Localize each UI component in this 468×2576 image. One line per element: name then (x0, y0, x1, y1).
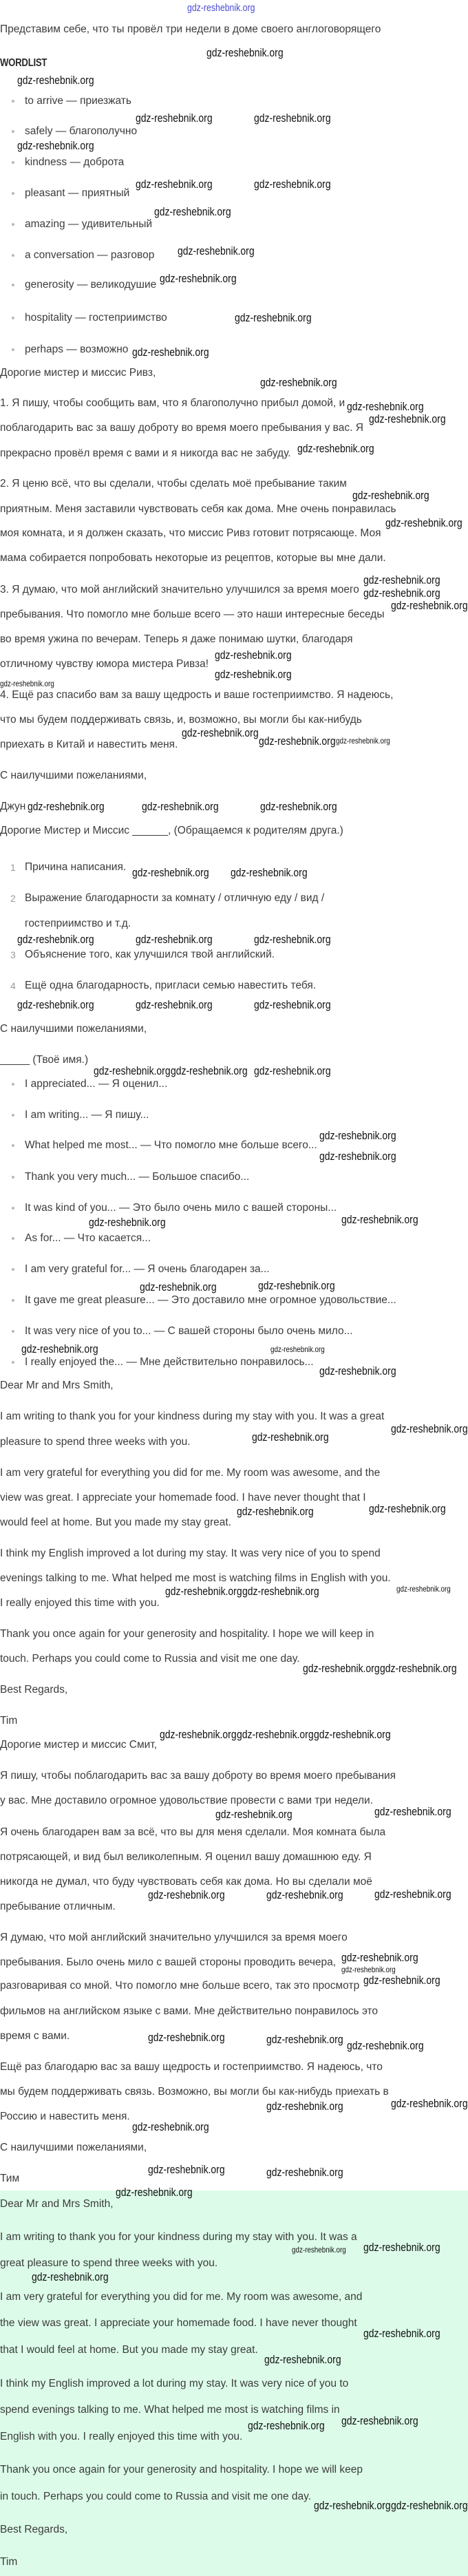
letter-paragraph-line: потрясающей, и вид был великолепным. Я оценил вашу домашнюю еду. Я (0, 1851, 372, 1863)
letter-closing: С наилучшими пожеланиями, (0, 770, 147, 781)
watermark-text: gdz-reshebnik.org (235, 311, 312, 324)
bullet-icon (12, 1299, 14, 1302)
watermark-text: gdz-reshebnik.org (374, 1805, 451, 1818)
letter-paragraph-line: I think my English improved a lot during my stay. It was very nice of you to spend (0, 1548, 381, 1559)
watermark-text: gdz-reshebnik.org (266, 2033, 343, 2046)
watermark-text: gdz-reshebnik.org (369, 1502, 446, 1515)
letter-greeting: Dear Mr and Mrs Smith, (0, 2198, 114, 2210)
letter-paragraph-line: I am writing to thank you for your kindness during my stay with you. It was a (0, 2231, 357, 2243)
watermark-text: gdz-reshebnik.org (21, 1342, 98, 1355)
letter-paragraph-line: время с вами. (0, 2030, 70, 2042)
watermark-text: gdz-reshebnik.org (347, 2039, 424, 2052)
bullet-icon (12, 1114, 14, 1117)
bullet-icon (12, 317, 14, 319)
watermark-text: gdz-reshebnik.org (254, 933, 331, 946)
plan-point: Причина написания. (25, 861, 127, 873)
watermark-text: gdz-reshebnik.org (215, 1808, 292, 1821)
letter-paragraph-line: would feel at home. But you made my stay great. (0, 1517, 232, 1528)
letter-paragraph-line: I am very grateful for everything you did for me. My room was awesome, and (0, 2291, 363, 2303)
watermark-text: gdz-reshebnik.org (237, 1505, 314, 1518)
letter-paragraph-line: I think my English improved a lot during my stay. It was very nice of you to (0, 2378, 349, 2389)
watermark-text: gdz-reshebnik.org (206, 46, 284, 59)
list-number: 2 (10, 893, 16, 904)
intro-text: Представим себе, что ты провёл три недели в доме своего англоговорящего (0, 23, 381, 35)
watermark-text: gdz-reshebnik.org (28, 800, 105, 813)
watermark-text: gdz-reshebnik.org (32, 2270, 109, 2283)
watermark-text: gdz-reshebnik.org (270, 1344, 325, 1354)
useful-phrase: I am very grateful for... — Я очень благодарен за... (25, 1263, 270, 1275)
watermark-text: gdz-reshebnik.org (160, 1728, 237, 1741)
watermark-text: gdz-reshebnik.org (116, 2186, 193, 2199)
useful-phrase: It was kind of you... — Это было очень мило с вашей стороны... (25, 1202, 337, 1214)
letter-paragraph-line: никогда не думал, что буду чувствовать себя как дома. Но вы сделали моё (0, 1876, 372, 1888)
bullet-icon (12, 1083, 14, 1086)
bullet-icon (12, 130, 14, 133)
useful-phrase: It gave me great pleasure... — Это доставило мне огромное удовольствие... (25, 1294, 396, 1306)
plan-point: Выражение благодарности за комнату / отличную еду / вид / (25, 892, 325, 904)
watermark-text: gdz-reshebnik.org (136, 998, 213, 1011)
letter-closing: С наилучшими пожеланиями, (0, 2142, 147, 2153)
letter-paragraph-line: the view was great. I appreciate your homemade food. I have never thought (0, 2317, 357, 2329)
letter-greeting: Dear Mr and Mrs Smith, (0, 1380, 114, 1391)
useful-phrase: I appreciated... — Я оценил... (25, 1078, 168, 1090)
watermark-text: gdz-reshebnik.org (369, 412, 446, 425)
watermark-text: gdz-reshebnik.org (303, 1662, 380, 1675)
watermark-text: gdz-reshebnik.org (178, 244, 255, 257)
letter-signature: Tim (0, 1715, 18, 1727)
letter-paragraph-line: у вас. Мне доставило огромное удовольствие провести с вами три недели. (0, 1795, 373, 1806)
wordlist-item: amazing — удивительный (25, 218, 153, 230)
watermark-text: gdz-reshebnik.org (258, 1279, 335, 1292)
watermark-text: gdz-reshebnik.org (136, 933, 213, 946)
letter-paragraph-line: фильмов на английском языке с вами. Мне действительно понравилось это (0, 2005, 379, 2017)
letter-paragraph-line: great pleasure to spend three weeks with you. (0, 2257, 218, 2269)
wordlist-item: pleasant — приятный (25, 187, 130, 199)
list-number: 1 (10, 862, 16, 873)
watermark-text: gdz-reshebnik.org (182, 726, 259, 739)
wordlist-item: a conversation — разговор (25, 249, 155, 261)
watermark-text: gdz-reshebnik.org (363, 2241, 440, 2254)
useful-phrase: It was very nice of you to... — С вашей стороны было очень мило... (25, 1325, 353, 1337)
watermark-text: gdz-reshebnik.org (341, 1951, 418, 1964)
watermark-text: gdz-reshebnik.org (259, 735, 336, 748)
watermark-text: gdz-reshebnik.org (319, 1129, 396, 1142)
letter-paragraph-line: пребывания. Что помогло мне больше всего — это наши интересные беседы (0, 609, 385, 620)
bullet-icon (12, 223, 14, 226)
watermark-text: gdz-reshebnik.org (89, 1216, 166, 1229)
wordlist-item: safely — благополучно (25, 125, 138, 137)
letter-closing: Best Regards, (0, 1684, 68, 1696)
bullet-icon (12, 1144, 14, 1147)
watermark-text: gdz-reshebnik.org (148, 2163, 225, 2176)
watermark-text: gdz-reshebnik.org (363, 587, 440, 600)
watermark-text: gdz-reshebnik.org (314, 1728, 391, 1741)
watermark-text: gdz-reshebnik.org (266, 2166, 343, 2179)
letter-paragraph-line: пребывание отличным. (0, 1901, 116, 1912)
watermark-text: gdz-reshebnik.org (17, 74, 94, 87)
wordlist-heading: WORDLIST (0, 57, 47, 69)
bullet-icon (12, 1361, 14, 1364)
watermark-text: gdz-reshebnik.org (266, 1888, 343, 1901)
wordlist-item: to arrive — приезжать (25, 95, 131, 107)
plan-signature: _____ (Твоё имя.) (0, 1054, 89, 1066)
watermark-text: gdz-reshebnik.org (237, 1728, 314, 1741)
watermark-text: gdz-reshebnik.org (341, 1213, 418, 1226)
letter-paragraph-line: что мы будем поддерживать связь, и, возможно, вы могли бы как-нибудь (0, 714, 362, 726)
letter-paragraph-line: 2. Я ценю всё, что вы сделали, чтобы сделать моё пребывание таким (0, 478, 347, 489)
letter-greeting: Дорогие мистер и миссис Ривз, (0, 367, 156, 379)
watermark-text: gdz-reshebnik.org (136, 112, 213, 125)
useful-phrase: As for... — Что касается... (25, 1232, 151, 1244)
watermark-text: gdz-reshebnik.org (132, 866, 209, 879)
watermark-text: gdz-reshebnik.org (391, 2097, 468, 2110)
letter-paragraph-line: прекрасно провёл время с вами и я никогда вас не забуду. (0, 447, 291, 459)
letter-paragraph-line: во время ужина по вечерам. Теперь я даже понимаю шутки, благодаря (0, 633, 353, 645)
watermark-text: gdz-reshebnik.org (254, 998, 331, 1011)
letter-paragraph-line: пребывания. Было очень мило с вашей стороны проводить вечера, (0, 1956, 337, 1968)
watermark-text: gdz-reshebnik.org (136, 178, 213, 191)
letter-signature: Tim (0, 2556, 18, 2568)
watermark-text: gdz-reshebnik.org (336, 736, 390, 746)
letter-paragraph-line: отличному чувству юмора мистера Ривза! (0, 658, 209, 670)
watermark-text: gdz-reshebnik.org (215, 668, 292, 681)
watermark-text: gdz-reshebnik.org (363, 2327, 440, 2340)
wordlist-item: generosity — великодушие (25, 279, 157, 291)
watermark-text: gdz-reshebnik.org (347, 400, 424, 413)
watermark-text: gdz-reshebnik.org (266, 2100, 343, 2113)
watermark-text: gdz-reshebnik.org (314, 2499, 391, 2512)
watermark-text: gdz-reshebnik.org (391, 2499, 468, 2512)
letter-paragraph-line: spend evenings talking to me. What helped me most is watching films in (0, 2404, 340, 2416)
bullet-icon (12, 1237, 14, 1240)
watermark-text: gdz-reshebnik.org (17, 933, 94, 946)
useful-phrase: What helped me most... — Что помогло мне больше всего... (25, 1139, 317, 1151)
watermark-text: gdz-reshebnik.org (252, 1430, 329, 1444)
watermark-text: gdz-reshebnik.org (319, 1364, 396, 1377)
letter-paragraph-line: Я пишу, чтобы поблагодарить вас за вашу доброту во время моего пребывания (0, 1770, 396, 1782)
letter-paragraph-line: view was great. I appreciate your homemade food. I have never thought that I (0, 1492, 366, 1503)
letter-paragraph-line: Я очень благодарен вам за всё, что вы для меня сделали. Моя комната была (0, 1826, 386, 1838)
letter-paragraph-line: Россию и навестить меня. (0, 2111, 130, 2122)
watermark-text: gdz-reshebnik.org (363, 573, 440, 587)
useful-phrase: Thank you very much... — Большое спасибо... (25, 1171, 250, 1183)
watermark-text: gdz-reshebnik.org (132, 2120, 209, 2133)
bullet-icon (12, 348, 14, 351)
plan-greeting: Дорогие Мистер и Миссис ______, (Обращаемся к родителям друга.) (0, 825, 343, 836)
watermark-text: gdz-reshebnik.org (248, 2419, 325, 2432)
bullet-icon (12, 1176, 14, 1179)
plan-closing: С наилучшими пожеланиями, (0, 1023, 147, 1035)
letter-greeting: Дорогие мистер и миссис Смит, (0, 1739, 157, 1751)
watermark-text: gdz-reshebnik.org (165, 1585, 242, 1598)
letter-paragraph-line: разговаривая со мной. Что помогло мне больше всего, так это просмотр (0, 1980, 360, 1992)
watermark-text: gdz-reshebnik.org (0, 679, 54, 688)
letter-paragraph-line: поблагодарить вас за вашу доброту во время моего пребывания у вас. Я (0, 422, 363, 434)
letter-paragraph-line: 1. Я пишу, чтобы сообщить вам, что я благополучно прибыл домой, и (0, 397, 345, 409)
watermark-text: gdz-reshebnik.org (148, 1888, 225, 1901)
watermark-text: gdz-reshebnik.org (264, 2353, 341, 2366)
letter-paragraph-line: I am very grateful for everything you did for me. My room was awesome, and the (0, 1467, 381, 1479)
watermark-text: gdz-reshebnik.org (341, 1965, 396, 1974)
watermark-text: gdz-reshebnik.org (215, 648, 292, 662)
watermark-text: gdz-reshebnik.org (254, 1064, 331, 1077)
bullet-icon (12, 161, 14, 164)
watermark-text: gdz-reshebnik.org (254, 112, 331, 125)
plan-point-continued: гостеприимство и т.д. (25, 918, 131, 929)
letter-paragraph-line: мы будем поддерживать связь. Возможно, вы могли бы как-нибудь приехать в (0, 2086, 389, 2098)
letter-paragraph-line: pleasure to spend three weeks with you. (0, 1436, 191, 1448)
watermark-text: gdz-reshebnik.org (17, 998, 94, 1011)
watermark-text: gdz-reshebnik.org (363, 1974, 440, 1987)
wordlist-item: perhaps — возможно (25, 344, 129, 355)
watermark-text: gdz-reshebnik.org (341, 2414, 418, 2427)
bullet-icon (12, 1268, 14, 1271)
watermark-text: gdz-reshebnik.org (260, 800, 337, 813)
wordlist-item: hospitality — гостеприимство (25, 312, 167, 324)
bullet-icon (12, 284, 14, 286)
letter-paragraph-line: Я думаю, что мой английский значительно улучшился за время моего (0, 1932, 348, 1943)
watermark-text: gdz-reshebnik.org (396, 1584, 451, 1594)
watermark-text: gdz-reshebnik.org (154, 205, 231, 218)
letter-paragraph-line: touch. Perhaps you could come to Russia and visit me one day. (0, 1653, 300, 1665)
watermark-text: gdz-reshebnik.org (160, 272, 237, 285)
letter-paragraph-line: that I would feel at home. But you made my stay great. (0, 2344, 258, 2356)
watermark-text: gdz-reshebnik.org (142, 800, 219, 813)
letter-signature: Джун (0, 801, 26, 812)
letter-paragraph-line: 4. Ещё раз спасибо вам за вашу щедрость и ваше гостеприимство. Я надеюсь, (0, 689, 394, 701)
letter-paragraph-line: приятным. Меня заставили чувствовать себя как дома. Мне очень понравилась (0, 503, 396, 515)
letter-paragraph-line: мама собирается попробовать некоторые из рецептов, которые вы мне дали. (0, 552, 386, 564)
watermark-text: gdz-reshebnik.org (148, 2031, 225, 2044)
bullet-icon (12, 1330, 14, 1333)
watermark-text: gdz-reshebnik.org (391, 599, 468, 612)
letter-paragraph-line: evenings talking to me. What helped me most is watching films in English with you. (0, 1572, 391, 1584)
watermark-text: gdz-reshebnik.org (140, 1280, 217, 1294)
letter-paragraph-line: 3. Я думаю, что мой английский значительно улучшился за время моего (0, 584, 359, 595)
watermark-text: gdz-reshebnik.org (385, 516, 462, 529)
watermark-text: gdz-reshebnik.org (391, 1422, 468, 1435)
letter-paragraph-line: моя комната, и я должен сказать, что миссис Ривз готовит потрясающе. Моя (0, 527, 381, 539)
watermark-text: gdz-reshebnik.org (297, 442, 374, 455)
letter-paragraph-line: Thank you once again for your generosity and hospitality. I hope we will keep (0, 2464, 363, 2475)
watermark-text: gdz-reshebnik.org (292, 2245, 346, 2255)
letter-paragraph-line: I really enjoyed this time with you. (0, 1597, 160, 1609)
list-number: 3 (10, 949, 16, 960)
watermark-text: gdz-reshebnik.org (132, 346, 209, 359)
plan-point: Объяснение того, как улучшился твой английский. (25, 949, 275, 960)
watermark-text: gdz-reshebnik.org (17, 139, 94, 152)
letter-paragraph-line: Thank you once again for your generosity and hospitality. I hope we will keep in (0, 1628, 374, 1640)
useful-phrase: I really enjoyed the... — Мне действительно понравилось... (25, 1356, 314, 1368)
letter-paragraph-line: I am writing to thank you for your kindness during my stay with you. It was a great (0, 1411, 385, 1422)
letter-paragraph-line: English with you. I really enjoyed this time with you. (0, 2431, 243, 2442)
bullet-icon (12, 1207, 14, 1210)
useful-phrase: I am writing... — Я пишу... (25, 1109, 149, 1121)
watermark-text: gdz-reshebnik.org (319, 1150, 396, 1163)
watermark-text: gdz-reshebnik.org (374, 1888, 451, 1901)
watermark-text: gdz-reshebnik.org (380, 1662, 457, 1675)
watermark-text: gdz-reshebnik.org (187, 2, 255, 14)
bullet-icon (12, 192, 14, 195)
letter-paragraph-line: in touch. Perhaps you could come to Russia and visit me one day. (0, 2491, 312, 2502)
watermark-text: gdz-reshebnik.org (242, 1585, 319, 1598)
watermark-text: gdz-reshebnik.org (254, 178, 331, 191)
watermark-text: gdz-reshebnik.org (171, 1064, 248, 1077)
watermark-text: gdz-reshebnik.org (260, 376, 337, 389)
letter-paragraph-line: приехать в Китай и навестить меня. (0, 739, 178, 750)
letter-closing: Best Regards, (0, 2524, 68, 2535)
watermark-text: gdz-reshebnik.org (94, 1064, 171, 1077)
watermark-text: gdz-reshebnik.org (231, 866, 308, 879)
list-number: 4 (10, 980, 16, 991)
wordlist-item: kindness — доброта (25, 156, 125, 168)
plan-point: Ещё одна благодарность, пригласи семью навестить тебя. (25, 980, 317, 991)
letter-signature: Тим (0, 2173, 20, 2184)
bullet-icon (12, 254, 14, 257)
letter-paragraph-line: Ещё раз благодарю вас за вашу щедрость и гостеприимство. Я надеюсь, что (0, 2061, 383, 2073)
bullet-icon (12, 100, 14, 103)
watermark-text: gdz-reshebnik.org (352, 489, 429, 502)
